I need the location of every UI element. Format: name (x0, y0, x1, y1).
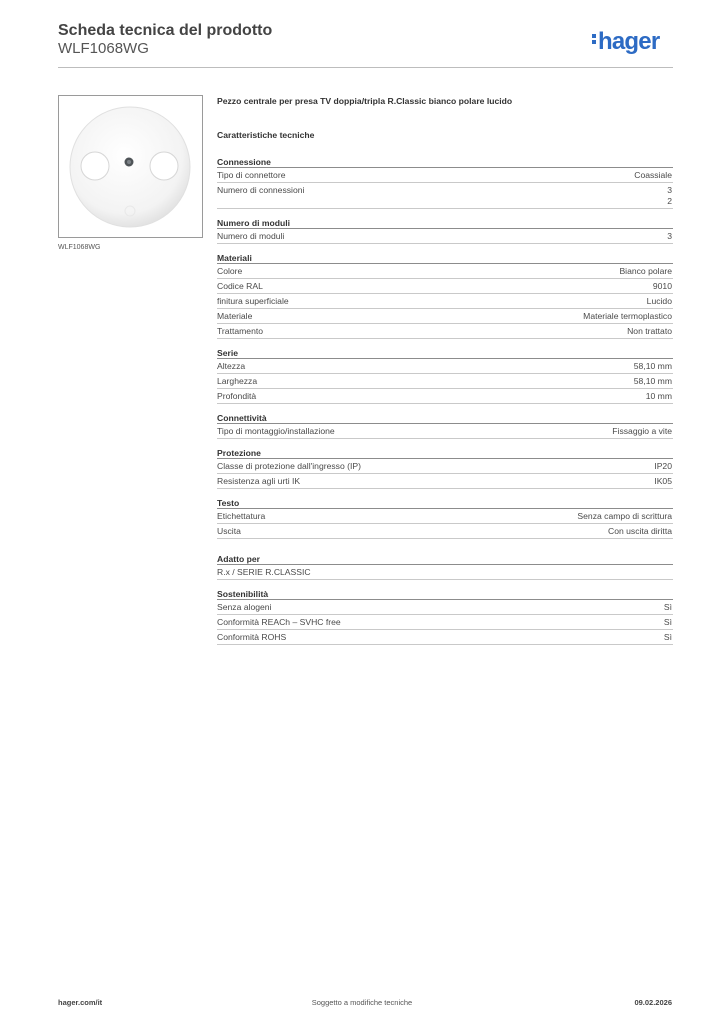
spec-label: Uscita (217, 526, 241, 536)
spec-value (634, 376, 672, 387)
spec-label: Conformità REACh – SVHC free (217, 617, 341, 627)
spec-row (217, 630, 673, 645)
section-title: Testo (217, 497, 673, 509)
spec-row (217, 264, 673, 279)
spec-section (217, 497, 673, 539)
spec-label: Trattamento (217, 326, 264, 336)
spec-value (619, 266, 672, 277)
product-code: WLF1068WG (58, 40, 149, 57)
spec-label: Classe di protezione dall'ingresso (IP) (217, 461, 361, 471)
spec-value-line: 9010 (652, 281, 672, 291)
spec-value (634, 361, 672, 372)
product-image-caption: WLF1068WG (58, 244, 101, 251)
footer-date: 09.02.2026 (634, 998, 672, 1007)
spec-row (217, 474, 673, 489)
spec-section (217, 217, 673, 244)
spec-value (647, 296, 672, 307)
spec-row (217, 509, 673, 524)
spec-row (217, 324, 673, 339)
spec-value-line: IP20 (654, 461, 672, 471)
spec-label: Profondità (217, 391, 257, 401)
spec-value-line: 58,10 mm (633, 361, 672, 371)
section-title: Adatto per (217, 553, 673, 565)
spec-value (577, 511, 672, 522)
section-title: Materiali (217, 252, 673, 264)
spec-row (217, 229, 673, 244)
spec-row (217, 389, 673, 404)
spec-value-line: Senza campo di scrittura (577, 511, 672, 521)
spec-row (217, 359, 673, 374)
spec-row (217, 183, 673, 209)
spec-label: Colore (217, 266, 243, 276)
spec-value (667, 231, 672, 242)
logo-dots-icon (592, 32, 597, 46)
product-image-frame (58, 95, 203, 238)
spec-label: Numero di moduli (217, 231, 285, 241)
spec-section (217, 553, 673, 580)
spec-value (646, 391, 672, 402)
spec-label: finitura superficiale (217, 296, 289, 306)
spec-label: Larghezza (217, 376, 258, 386)
spec-value-line: Fissaggio a vite (612, 426, 672, 436)
spec-row (217, 294, 673, 309)
spec-row (217, 565, 673, 580)
spec-section (217, 347, 673, 404)
spec-value (583, 311, 672, 322)
spec-value (664, 617, 672, 628)
spec-section (217, 156, 673, 209)
spec-row (217, 374, 673, 389)
spec-sections (217, 156, 673, 645)
spec-value (664, 632, 672, 643)
spec-section (217, 412, 673, 439)
spec-value (667, 185, 672, 207)
section-title: Connettività (217, 412, 673, 424)
spec-label: Resistenza agli urti IK (217, 476, 301, 486)
spec-value (654, 461, 672, 472)
spec-label: Numero di connessioni (217, 185, 305, 195)
spec-value-line: Coassiale (634, 170, 672, 180)
spec-row (217, 459, 673, 474)
spec-value-line: 2 (667, 196, 672, 206)
spec-value-line: Sì (663, 617, 672, 627)
spec-row (217, 615, 673, 630)
tech-heading: Caratteristiche tecniche (217, 130, 315, 140)
spec-value (627, 326, 672, 337)
spec-value-line: Con uscita diritta (607, 526, 672, 536)
spec-row (217, 524, 673, 539)
spec-section (217, 588, 673, 645)
footer-note: Soggetto a modifiche tecniche (311, 998, 413, 1007)
spec-value (654, 476, 672, 487)
spec-value-line: Materiale termoplastico (583, 311, 672, 321)
spec-label: Conformità ROHS (217, 632, 287, 642)
spec-label: Codice RAL (217, 281, 263, 291)
product-description: Pezzo centrale per presa TV doppia/tripla R.Classic bianco polare lucido (217, 96, 513, 106)
spec-value-line: Lucido (646, 296, 672, 306)
spec-content (217, 96, 673, 653)
spec-label: Altezza (217, 361, 246, 371)
section-title: Serie (217, 347, 673, 359)
spec-value (612, 426, 672, 437)
spec-row (217, 168, 673, 183)
hager-logo (592, 28, 659, 56)
spec-value (653, 281, 672, 292)
spec-value-line: 10 mm (645, 391, 672, 401)
footer-website[interactable]: hager.com/it (58, 998, 103, 1007)
product-image (59, 96, 202, 237)
spec-label: Materiale (217, 311, 253, 321)
spec-row (217, 600, 673, 615)
spec-label: R.x / SERIE R.CLASSIC (217, 567, 311, 577)
spec-value-line: 3 (667, 231, 672, 241)
spec-row (217, 424, 673, 439)
spec-value-line: 3 (667, 185, 672, 195)
spec-value (634, 170, 672, 181)
section-title: Protezione (217, 447, 673, 459)
spec-value-line: Non trattato (627, 326, 672, 336)
section-title: Connessione (217, 156, 673, 168)
logo-text: hager (598, 28, 660, 55)
header-divider (58, 67, 673, 68)
spec-row (217, 279, 673, 294)
spec-row (217, 309, 673, 324)
spec-label: Tipo di connettore (217, 170, 286, 180)
spec-value (664, 602, 672, 613)
spec-value-line: 58,10 mm (633, 376, 672, 386)
spec-label: Senza alogeni (217, 602, 272, 612)
spec-value-line: IK05 (654, 476, 672, 486)
spec-label: Tipo di montaggio/installazione (217, 426, 335, 436)
spec-value-line: Sì (663, 632, 672, 642)
spec-value (608, 526, 672, 537)
section-title: Sostenibilità (217, 588, 673, 600)
spec-section (217, 252, 673, 339)
page-title: Scheda tecnica del prodotto (58, 22, 273, 39)
section-title: Numero di moduli (217, 217, 673, 229)
spec-section (217, 447, 673, 489)
spec-value-line: Bianco polare (619, 266, 672, 276)
spec-label: Etichettatura (217, 511, 266, 521)
spec-value-line: Sì (663, 602, 672, 612)
